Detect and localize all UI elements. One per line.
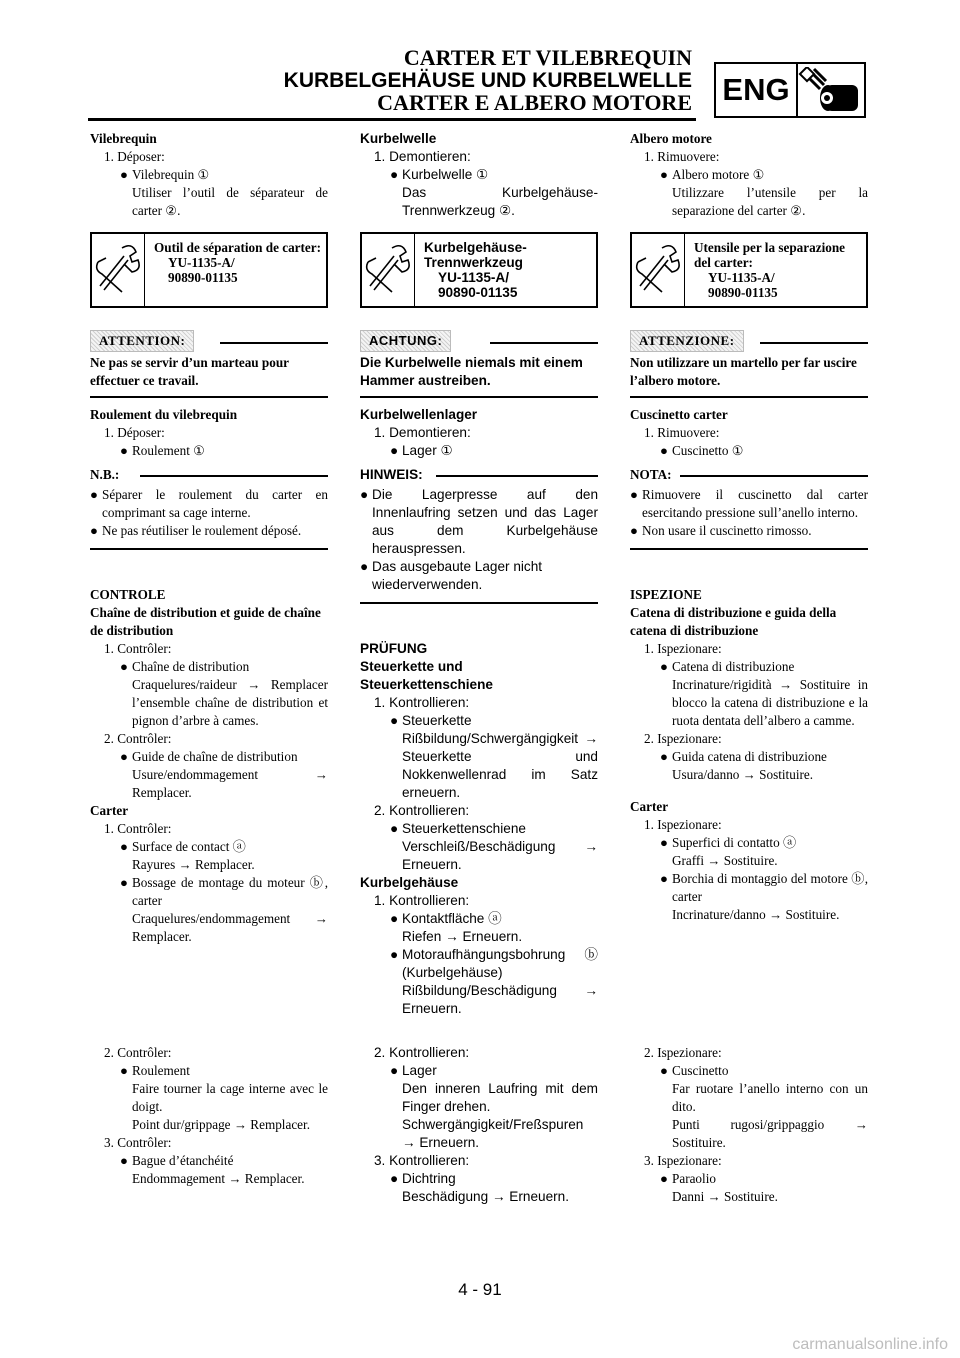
caution-label: ATTENZIONE:	[630, 330, 744, 352]
instruction-text: Utiliser l’outil de séparateur de carter ②.	[132, 185, 328, 218]
note-item: ● Die Lagerpresse auf den Innenlaufring setzen und das Lager aus dem Kurbelgehäuse herauspressen.	[360, 487, 598, 556]
step: 1. Contrôler:	[104, 821, 172, 836]
bullet-item: ● Bague d’étanchéité	[120, 1153, 234, 1168]
instruction-text: Graffi → Sostituire.	[672, 853, 778, 868]
bullet-icon: ●	[390, 443, 399, 458]
step: 1. Déposer:	[104, 149, 165, 164]
instruction-text: Danni → Sostituire.	[672, 1189, 778, 1204]
header-rule	[88, 118, 696, 121]
step: 2. Kontrollieren:	[374, 803, 470, 818]
step: 3. Contrôler:	[104, 1135, 172, 1150]
eng-badge	[714, 62, 866, 118]
instruction-text: Beschädigung → Erneuern.	[402, 1189, 570, 1204]
special-tool-box	[90, 232, 328, 308]
page-number: 4 - 91	[458, 1280, 502, 1299]
instruction-text: Incrinature/rigidità → Sostituire in blocco la catena di distribuzione e la ruota dentata dell’albero a camme.	[672, 677, 868, 728]
instruction-text: Utilizzare l’utensile per la separazione del carter ②.	[672, 185, 868, 218]
section-title: Carter	[630, 799, 669, 814]
column-de	[360, 130, 598, 1204]
bullet-icon: ●	[660, 167, 668, 182]
bullet-item: ● Motoraufhängungsbohrung ⓑ (Kurbelgehäuse)	[390, 947, 598, 980]
header-title-de: KURBELGEHÄUSE UND KURBELWELLE	[283, 69, 692, 92]
bullet-icon: ●	[120, 659, 128, 674]
step: 3. Kontrollieren:	[374, 1153, 470, 1168]
bullet-icon: ●	[120, 1153, 128, 1168]
bullet-icon: ●	[120, 749, 128, 764]
inspection-title: PRÜFUNG	[360, 641, 428, 656]
lower-block	[630, 1044, 868, 1206]
watermark: carmanualsonline.info	[792, 1336, 948, 1353]
bullet-item: ● Kontaktfläche ⓐ	[390, 911, 502, 926]
instruction-text: Punti rugosi/grippaggio → Sostituire.	[672, 1117, 868, 1150]
bullet-item: ● Vilebrequin ①	[120, 167, 210, 182]
bullet-item: ● Guide de chaîne de distribution	[120, 749, 298, 764]
header-title-fr: CARTER ET VILEBREQUIN	[403, 45, 692, 70]
eng-label: ENG	[716, 64, 798, 116]
bullet-item: ● Chaîne de distribution	[120, 659, 250, 674]
note-header	[630, 466, 868, 486]
step: 1. Demontieren:	[374, 149, 471, 164]
section-title: Roulement du vilebrequin	[90, 407, 238, 422]
bullet-item: ● Roulement	[120, 1063, 190, 1078]
instruction-text: Schwergängigkeit/Freßspuren → Erneuern.	[402, 1117, 584, 1150]
step: 1. Kontrollieren:	[374, 695, 470, 710]
section-title: Vilebrequin	[90, 131, 157, 146]
section-title: Kurbelwelle	[360, 131, 437, 146]
bullet-item: ● Steuerkette	[390, 713, 472, 728]
bullet-icon: ●	[660, 749, 668, 764]
bullet-item: ● Roulement ①	[120, 443, 205, 458]
bullet-icon: ●	[660, 835, 668, 850]
instruction-text: Usure/endommagement → Remplacer.	[132, 767, 328, 800]
tool-icon	[362, 234, 414, 306]
bullet-item: ● Albero motore ①	[660, 167, 765, 182]
note-item: ● Rimuovere il cuscinetto dal carter esercitando pressione sull’anello interno.	[630, 487, 868, 520]
step: 2. Ispezionare:	[644, 1045, 722, 1060]
bullet-item: ● Steuerkettenschiene	[390, 821, 526, 836]
section-title: Kurbelwellenlager	[360, 407, 478, 422]
step: 2. Contrôler:	[104, 1045, 172, 1060]
tool-icon	[92, 234, 144, 306]
instruction-text: Rißbildung/Beschädigung → Erneuern.	[402, 983, 598, 1016]
instruction-text: Faire tourner la cage interne avec le doigt.	[132, 1081, 328, 1114]
caution-text: Ne pas se servir d’un marteau pour effectuer ce travail.	[90, 354, 328, 398]
tool-text: Outil de séparation de carter: YU-1135-A/ 90890-01135	[154, 240, 322, 285]
note-item: ● Séparer le roulement du carter en comprimant sa cage interne.	[90, 487, 328, 520]
caution-text: Die Kurbelwelle niemals mit einem Hammer austreiben.	[360, 354, 598, 398]
instruction-text: Point dur/grippage → Remplacer.	[132, 1117, 310, 1132]
section-title: Albero motore	[630, 131, 712, 146]
note-body	[630, 486, 868, 550]
instruction-text: Den inneren Laufring mit dem Finger drehen.	[402, 1081, 598, 1114]
bullet-item: ● Kurbelwelle ①	[390, 167, 489, 182]
bullet-item: ● Lager ①	[390, 443, 453, 458]
bullet-item: ● Paraolio	[660, 1171, 716, 1186]
lower-block	[90, 1044, 328, 1188]
step: 1. Déposer:	[104, 425, 165, 440]
bullet-item: ● Borchia di montaggio del motore ⓑ, carter	[660, 871, 868, 904]
instruction-text: Das Kurbelgehäuse-Trennwerkzeug ②.	[402, 185, 598, 218]
bullet-icon: ●	[390, 911, 399, 926]
bullet-icon: ●	[390, 821, 399, 836]
bullet-icon: ●	[390, 1063, 399, 1078]
note-item: ● Das ausgebaute Lager nicht wiederverwenden.	[360, 559, 543, 592]
step: 1. Rimuovere:	[644, 149, 720, 164]
bullet-icon: ●	[120, 1063, 128, 1078]
bullet-icon: ●	[660, 1171, 668, 1186]
note-item: ● Non usare il cuscinetto rimosso.	[630, 523, 812, 538]
note-item: ● Ne pas réutiliser le roulement déposé.	[90, 523, 302, 538]
bullet-icon: ●	[120, 167, 128, 182]
instruction-text: Endommagement → Remplacer.	[132, 1171, 305, 1186]
step: 3. Ispezionare:	[644, 1153, 722, 1168]
bullet-icon: ●	[390, 713, 399, 728]
inspection-subtitle: Catena di distribuzione e guida della catena di distribuzione	[630, 605, 837, 638]
instruction-text: Rayures → Remplacer.	[132, 857, 255, 872]
caution-label: ATTENTION:	[90, 330, 194, 352]
bullet-icon: ●	[660, 443, 668, 458]
instruction-text: Verschleiß/Beschädigung → Erneuern.	[402, 839, 598, 872]
step: 1. Kontrollieren:	[374, 893, 470, 908]
special-tool-box	[360, 232, 598, 308]
instruction-text: Riefen → Erneuern.	[402, 929, 523, 944]
bullet-icon: ●	[120, 443, 128, 458]
bullet-icon: ●	[120, 875, 128, 890]
caution-header	[360, 328, 598, 354]
instruction-text: Usura/danno → Sostituire.	[672, 767, 814, 782]
note-body	[90, 486, 328, 550]
tool-text: Utensile per la separazione del carter: YU-1135-A/ 90890-01135	[694, 240, 846, 300]
lower-block	[360, 1044, 598, 1206]
bullet-icon: ●	[120, 839, 128, 854]
bullet-item: ● Bossage de montage du moteur ⓑ, carter	[120, 875, 328, 908]
bullet-item: ● Cuscinetto	[660, 1063, 729, 1078]
bullet-icon: ●	[390, 1171, 399, 1186]
section-title: Kurbelgehäuse	[360, 875, 459, 890]
special-tool-box	[630, 232, 868, 308]
note-label: HINWEIS:	[360, 467, 423, 482]
caution-header	[630, 328, 868, 354]
bullet-item: ● Superfici di contatto ⓐ	[660, 835, 797, 850]
instruction-text: Craquelures/endommagement → Remplacer.	[132, 911, 328, 944]
step: 1. Contrôler:	[104, 641, 172, 656]
bullet-item: ● Guida catena di distribuzione	[660, 749, 827, 764]
wrench-engine-icon	[798, 67, 862, 115]
tool-icon	[632, 234, 684, 306]
step: 1. Ispezionare:	[644, 817, 722, 832]
step: 1. Demontieren:	[374, 425, 471, 440]
bullet-item: ● Catena di distribuzione	[660, 659, 795, 674]
bullet-icon: ●	[660, 871, 668, 886]
bullet-item: ● Cuscinetto ①	[660, 443, 744, 458]
inspection-title: CONTROLE	[90, 587, 166, 602]
instruction-text: Craquelures/raideur → Remplacer l’ensemble chaîne de distribution et pignon d’arbre à cames.	[132, 677, 328, 728]
bullet-item: ● Surface de contact ⓐ	[120, 839, 246, 854]
section-title: Cuscinetto carter	[630, 407, 728, 422]
section-title: Carter	[90, 803, 129, 818]
bullet-item: ● Lager	[390, 1063, 437, 1078]
header-title-it: CARTER E ALBERO MOTORE	[377, 90, 692, 115]
instruction-text: Far ruotare l’anello interno con un dito.	[672, 1081, 868, 1114]
bullet-item: ● Dichtring	[390, 1171, 456, 1186]
instruction-text: Rißbildung/Schwergängigkeit → Steuerkette und Nokkenwellenrad im Satz erneuern.	[402, 731, 598, 800]
tool-text: Kurbelgehäuse-Trennwerkzeug YU-1135-A/ 90890-01135	[424, 240, 527, 300]
step: 2. Kontrollieren:	[374, 1045, 470, 1060]
note-header	[360, 466, 598, 486]
step: 2. Contrôler:	[104, 731, 172, 746]
step: 2. Ispezionare:	[644, 731, 722, 746]
caution-label: ACHTUNG:	[360, 330, 451, 352]
instruction-text: Incrinature/danno → Sostituire.	[672, 907, 840, 922]
note-label: NOTA:	[630, 467, 672, 482]
caution-text: Non utilizzare un martello per far uscire l’albero motore.	[630, 354, 868, 398]
bullet-icon: ●	[390, 947, 399, 962]
step: 1. Rimuovere:	[644, 425, 720, 440]
inspection-subtitle: Chaîne de distribution et guide de chaîne de distribution	[90, 605, 321, 638]
caution-header	[90, 328, 328, 354]
note-body	[360, 486, 598, 604]
column-fr	[90, 130, 328, 1186]
note-label: N.B.:	[90, 467, 120, 482]
note-header	[90, 466, 328, 486]
bullet-icon: ●	[390, 167, 399, 182]
bullet-icon: ●	[660, 659, 668, 674]
column-it	[630, 130, 868, 1204]
bullet-icon: ●	[660, 1063, 668, 1078]
inspection-subtitle: Steuerkette und Steuerkettenschiene	[360, 659, 493, 692]
inspection-title: ISPEZIONE	[630, 587, 702, 602]
step: 1. Ispezionare:	[644, 641, 722, 656]
